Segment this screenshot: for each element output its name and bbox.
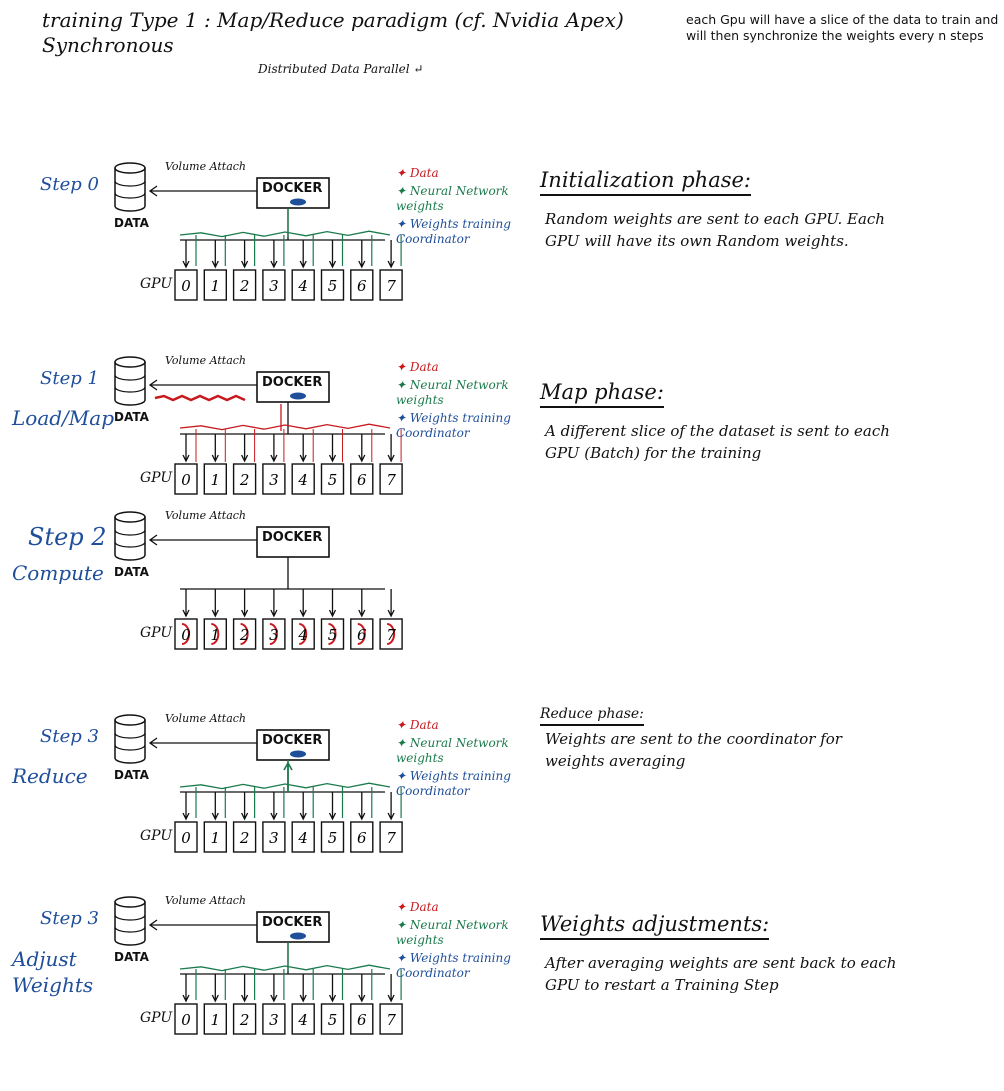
step-label: Step 1 [40, 368, 99, 389]
step-subtitle: Adjust Weights [12, 947, 94, 997]
gpu-label: GPU [140, 828, 173, 844]
gpu-arrow [271, 434, 277, 461]
summary-note: each Gpu will have a slice of the data to train and will then synchronize the weights every n steps [686, 12, 999, 43]
legend-item-data [396, 360, 521, 375]
gpu-arrow [242, 792, 248, 819]
gpu-arrow [388, 792, 394, 819]
legend-label: Neural Network weights [396, 378, 509, 407]
gpu-id: 4 [298, 471, 308, 489]
gpu-arrow [330, 974, 336, 1001]
legend-item-coordinator [396, 217, 521, 247]
data-label: DATA [114, 410, 149, 424]
volume-attach-arrow [150, 380, 257, 390]
legend-item-weights [396, 184, 521, 214]
gpu-id: 4 [298, 277, 308, 295]
legend [396, 900, 521, 984]
gpu-id: 1 [210, 1011, 221, 1029]
gpu-id: 3 [269, 1011, 279, 1029]
gpu-id: 3 [269, 626, 279, 644]
legend-label: Neural Network weights [396, 184, 509, 213]
gpu-arrow [388, 974, 394, 1001]
gpu-id: 0 [181, 277, 191, 295]
legend [396, 718, 521, 802]
gpu-arrow [300, 974, 306, 1001]
volume-attach-arrow [150, 535, 257, 545]
legend-label: Data [409, 718, 439, 732]
legend-label: Weights training Coordinator [396, 951, 511, 980]
step-subtitle: Compute [12, 561, 104, 585]
gpu-id: 3 [269, 277, 279, 295]
legend-item-data [396, 718, 521, 733]
gpu-id: 6 [357, 1011, 367, 1029]
bus-line [180, 402, 385, 434]
data-label: DATA [114, 950, 149, 964]
gpu-id: 0 [181, 471, 191, 489]
gpu-id: 1 [210, 277, 221, 295]
data-volume-icon [115, 512, 145, 560]
bullet-icon: ✦ [396, 166, 410, 180]
gpu-arrow [183, 589, 189, 616]
gpu-arrow [271, 589, 277, 616]
gpu-arrow [330, 240, 336, 267]
docker-label: DOCKER [262, 181, 323, 196]
gpu-id: 6 [357, 626, 367, 644]
gpu-arrow [300, 240, 306, 267]
phase-heading: Reduce phase: [540, 706, 644, 726]
gpu-arrow [183, 434, 189, 461]
gpu-arrow [271, 792, 277, 819]
gpu-arrow [388, 240, 394, 267]
legend-item-data [396, 900, 521, 915]
legend-label: Weights training Coordinator [396, 411, 511, 440]
gpu-arrow [212, 792, 218, 819]
gpu-arrow [271, 974, 277, 1001]
gpu-arrow [300, 792, 306, 819]
gpu-arrow [242, 974, 248, 1001]
gpu-id: 2 [239, 277, 250, 295]
gpu-id: 2 [239, 471, 250, 489]
legend-label: Data [409, 900, 439, 914]
bullet-icon: ✦ [396, 951, 410, 965]
data-label: DATA [114, 768, 149, 782]
gpu-arrow [212, 974, 218, 1001]
data-label: DATA [114, 216, 149, 230]
step-label: Step 0 [40, 174, 99, 195]
docker-label: DOCKER [262, 915, 323, 930]
gpu-arrow [183, 974, 189, 1001]
page-title: training Type 1 : Map/Reduce paradigm (cf. Nvidia Apex) Synchronous [42, 8, 624, 57]
gpu-id: 5 [327, 471, 338, 489]
volume-attach-label: Volume Attach [165, 160, 246, 173]
gpu-arrow [300, 589, 306, 616]
gpu-arrow [359, 792, 365, 819]
gpu-id: 5 [327, 829, 338, 847]
phase-description: After averaging weights are sent back to each GPU to restart a Training Step [545, 954, 897, 994]
gpu-id: 5 [327, 626, 338, 644]
gpu-id: 4 [298, 626, 308, 644]
subtitle: Distributed Data Parallel ↵ [258, 62, 424, 76]
gpu-arrow [359, 589, 365, 616]
gpu-id: 0 [181, 829, 191, 847]
gpu-id: 2 [239, 829, 250, 847]
bullet-icon: ✦ [396, 900, 410, 914]
legend-label: Neural Network weights [396, 736, 509, 765]
gpu-arrow [183, 240, 189, 267]
data-volume-icon [115, 715, 145, 763]
legend-label: Weights training Coordinator [396, 769, 511, 798]
bullet-icon: ✦ [396, 217, 410, 231]
gpu-id: 7 [386, 471, 396, 489]
docker-label: DOCKER [262, 530, 323, 545]
weights-flow [180, 942, 390, 971]
step-subtitle: Reduce [12, 764, 88, 788]
gpu-label: GPU [140, 625, 173, 641]
volume-attach-label: Volume Attach [165, 894, 246, 907]
gpu-arrow [242, 240, 248, 267]
gpu-id: 4 [298, 829, 308, 847]
step-subtitle: Load/Map [12, 406, 114, 430]
bus-line [180, 557, 385, 589]
gpu-label: GPU [140, 1010, 173, 1026]
legend-item-weights [396, 918, 521, 948]
phase-heading: Map phase: [540, 380, 664, 408]
docker-label: DOCKER [262, 375, 323, 390]
reduce-arrow [284, 763, 292, 792]
bullet-icon: ✦ [396, 411, 410, 425]
gpu-id: 2 [239, 626, 250, 644]
bullet-icon: ✦ [396, 184, 410, 198]
gpu-id: 6 [357, 277, 367, 295]
legend-item-weights [396, 378, 521, 408]
gpu-id: 1 [210, 829, 221, 847]
gpu-id: 5 [327, 1011, 338, 1029]
legend [396, 166, 521, 250]
gpu-id: 7 [386, 277, 396, 295]
volume-attach-arrow [150, 920, 257, 930]
gpu-arrow [271, 240, 277, 267]
gpu-id: 1 [210, 626, 221, 644]
gpu-arrow [388, 434, 394, 461]
gpu-arrow [330, 792, 336, 819]
gpu-id: 5 [327, 277, 338, 295]
volume-attach-label: Volume Attach [165, 509, 246, 522]
gpu-id: 0 [181, 626, 191, 644]
gpu-arrow [359, 240, 365, 267]
volume-attach-arrow [150, 738, 257, 748]
gpu-arrow [330, 589, 336, 616]
gpu-arrow [242, 434, 248, 461]
gpu-id: 3 [269, 471, 279, 489]
gpu-arrow [212, 434, 218, 461]
gpu-id: 3 [269, 829, 279, 847]
phase-description: Weights are sent to the coordinator for weights averaging [545, 730, 842, 770]
docker-label: DOCKER [262, 733, 323, 748]
legend-item-coordinator [396, 951, 521, 981]
gpu-label: GPU [140, 470, 173, 486]
gpu-arrow [330, 434, 336, 461]
gpu-id: 7 [386, 626, 396, 644]
volume-attach-label: Volume Attach [165, 354, 246, 367]
phase-description: Random weights are sent to each GPU. Each GPU will have its own Random weights. [545, 210, 885, 250]
weights-flow [180, 760, 390, 789]
volume-attach-label: Volume Attach [165, 712, 246, 725]
gpu-id: 0 [181, 1011, 191, 1029]
gpu-arrow [183, 792, 189, 819]
weights-flow [180, 208, 390, 237]
phase-heading: Initialization phase: [540, 168, 751, 196]
data-volume-icon [115, 897, 145, 945]
volume-attach-arrow [150, 186, 257, 196]
gpu-id: 6 [357, 829, 367, 847]
gpu-label: GPU [140, 276, 173, 292]
gpu-id: 6 [357, 471, 367, 489]
gpu-arrow [359, 974, 365, 1001]
bullet-icon: ✦ [396, 918, 410, 932]
gpu-id: 7 [386, 829, 396, 847]
gpu-arrow [300, 434, 306, 461]
gpu-arrow [212, 589, 218, 616]
legend-label: Weights training Coordinator [396, 217, 511, 246]
data-flow [155, 396, 245, 400]
gpu-arrow [359, 434, 365, 461]
phase-description: A different slice of the dataset is sent to each GPU (Batch) for the training [545, 422, 890, 462]
phase-heading: Weights adjustments: [540, 912, 769, 940]
data-volume-icon [115, 357, 145, 405]
bullet-icon: ✦ [396, 769, 410, 783]
legend-label: Neural Network weights [396, 918, 509, 947]
gpu-id: 1 [210, 471, 221, 489]
gpu-id: 2 [239, 1011, 250, 1029]
legend-item-data [396, 166, 521, 181]
legend-item-coordinator [396, 769, 521, 799]
coordinator-icon [290, 393, 306, 400]
step-label: Step 3 [40, 726, 99, 747]
legend-label: Data [409, 360, 439, 374]
coordinator-icon [290, 751, 306, 758]
bullet-icon: ✦ [396, 360, 410, 374]
coordinator-icon [290, 199, 306, 206]
legend-item-weights [396, 736, 521, 766]
legend-item-coordinator [396, 411, 521, 441]
gpu-id: 4 [298, 1011, 308, 1029]
data-volume-icon [115, 163, 145, 211]
step-label: Step 2 [28, 523, 107, 551]
bullet-icon: ✦ [396, 718, 410, 732]
data-label: DATA [114, 565, 149, 579]
legend-label: Data [409, 166, 439, 180]
step-label: Step 3 [40, 908, 99, 929]
bullet-icon: ✦ [396, 378, 410, 392]
data-flow [180, 404, 390, 431]
gpu-arrow [388, 589, 394, 616]
gpu-arrow [242, 589, 248, 616]
bullet-icon: ✦ [396, 736, 410, 750]
legend [396, 360, 521, 444]
gpu-id: 7 [386, 1011, 396, 1029]
gpu-arrow [212, 240, 218, 267]
coordinator-icon [290, 933, 306, 940]
